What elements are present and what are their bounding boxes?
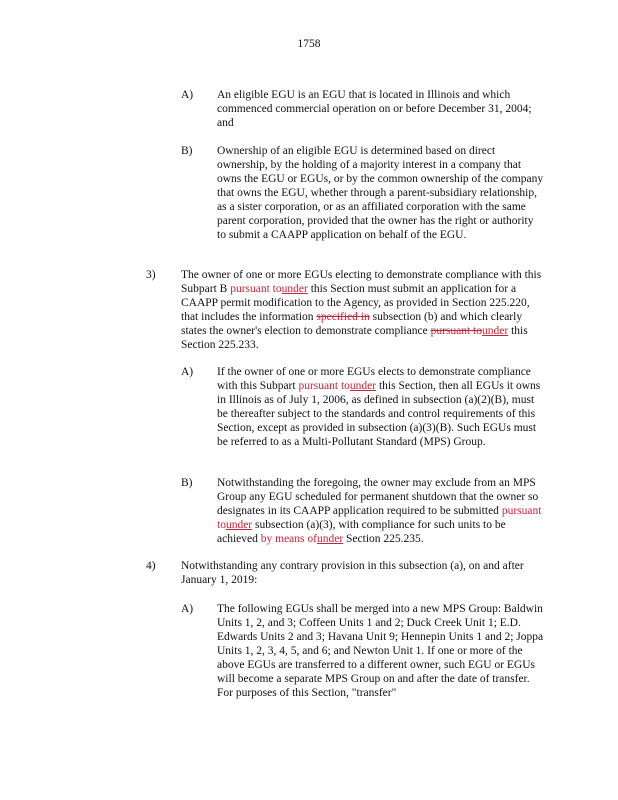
text-segment: this Section must submit an application for a CAAPP permit modification to the Agency, as provided in Section 225.220, that includes the information xyxy=(181,283,530,323)
item-text: Notwithstanding any contrary provision in this subsection (a), on and after January 1, 2019: xyxy=(181,560,524,586)
text-segment: Section 225.235. xyxy=(343,533,424,545)
underlined-text: under xyxy=(281,283,308,295)
text-segment: subsection (a)(3), with compliance for such units to be achieved xyxy=(217,519,506,545)
text-segment: subsection (b) and which clearly states the owner's election to demonstrate compliance xyxy=(181,311,523,337)
text-segment: The owner of one or more EGUs electing to demonstrate compliance with this Subpart B xyxy=(181,269,542,295)
inserted-text: by means of xyxy=(260,533,317,545)
underlined-text: under xyxy=(225,519,253,531)
underlined-text: under xyxy=(316,533,344,545)
item-text xyxy=(181,268,546,352)
underlined-text: under xyxy=(349,380,377,392)
inserted-text: pursuant to xyxy=(217,505,542,531)
item-text xyxy=(217,365,545,449)
item-label: A) xyxy=(181,603,194,615)
inserted-text: pursuant to xyxy=(230,283,282,295)
item-label: 3) xyxy=(146,269,156,281)
deleted-text: specified in xyxy=(316,311,370,323)
item-text: An eligible EGU is an EGU that is located in Illinois and which commenced commercial operation on or before December 31, 2004; and xyxy=(217,89,532,129)
underlined-text: under xyxy=(482,325,509,337)
inserted-text: pursuant to xyxy=(298,380,350,392)
item-label: A) xyxy=(181,89,194,101)
item-label: 4) xyxy=(146,560,156,572)
text-segment: If the owner of one or more EGUs elects to demonstrate compliance with this Subpart xyxy=(217,366,531,392)
item-label: A) xyxy=(181,366,194,378)
text-segment: Notwithstanding the foregoing, the owner may exclude from an MPS Group any EGU scheduled for permanent shutdown that the owner so designates in its CAAPP application required to be submitted xyxy=(217,477,539,517)
item-text: The following EGUs shall be merged into a new MPS Group: Baldwin Units 1, 2, and 3; Coffeen Units 1 and 2; Duck Creek Unit 1; E.D. Edwards Units 2 and 3; Havana Unit 9; Hennepin Units 1 and 2; Joppa Units 1, 2, 3, 4, 5, and 6; and Newton Unit 1. If one or more of the above EGUs are transferred to a different owner, such EGU or EGUs will become a separate MPS Group on and after the date of transfer. For purposes of this Section, "transfer" xyxy=(217,603,544,699)
item-label: B) xyxy=(181,145,193,157)
deleted-text: pursuant to xyxy=(430,325,482,337)
text-segment: this Section, then all EGUs it owns in Illinois as of July 1, 2006, as defined in subsection (a)(2)(B), must be thereafter subject to the standards and control requirements of this Section, except as provided in subsection (a)(3)(B). Such EGUs must be referred to as a Multi-Pollutant Standard (MPS) Group. xyxy=(217,380,541,448)
page-number: 1758 xyxy=(297,38,321,50)
item-text: Ownership of an eligible EGU is determined based on direct ownership, by the holding of a majority interest in a company that owns the EGU or EGUs, or by the common ownership of the company that owns the EGU, whether through a parent-subsidiary relationship, as a sister corporation, or as an affiliated corporation with the same parent corporation, provided that the owner has the right or authority to submit a CAAPP application on behalf of the EGU. xyxy=(217,145,544,241)
item-label: B) xyxy=(181,477,193,489)
text-segment: this Section 225.233. xyxy=(181,325,528,351)
item-text xyxy=(217,476,545,546)
